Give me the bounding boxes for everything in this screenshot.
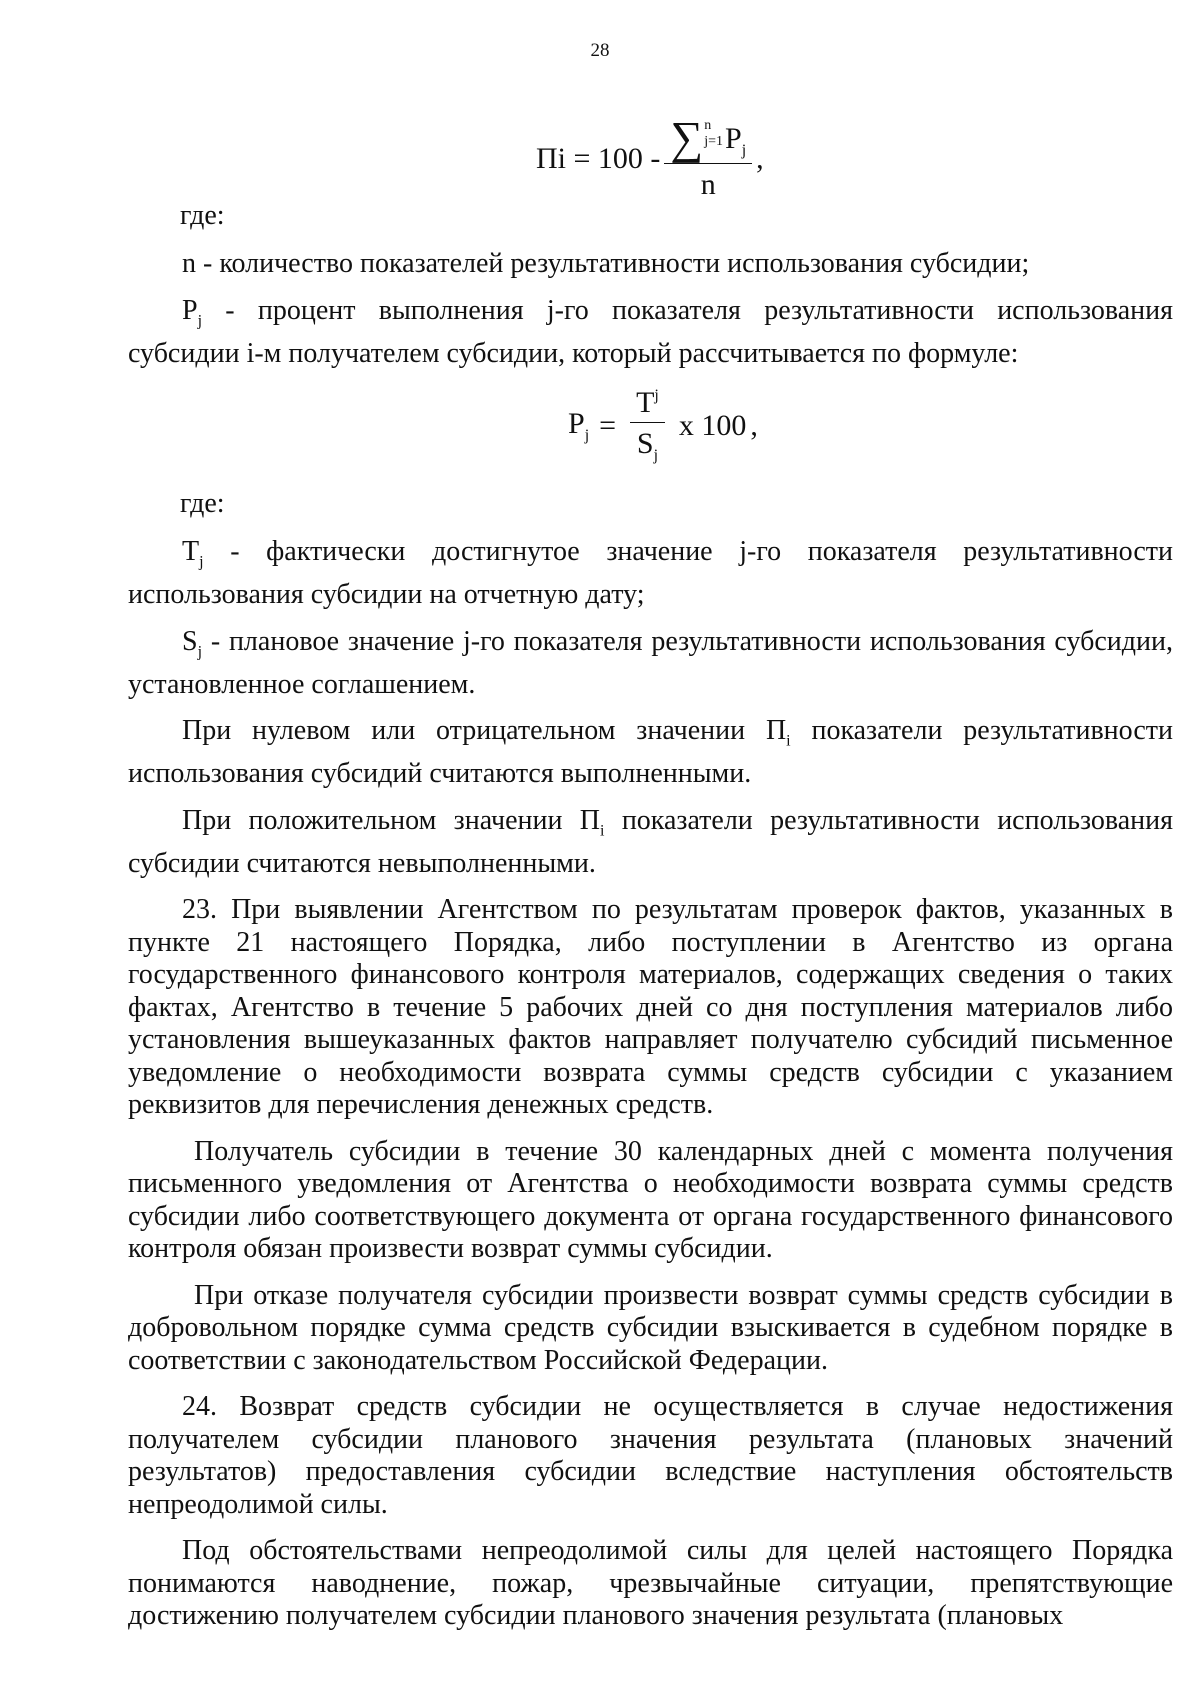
paragraph-23: 23. При выявлении Агентством по результатам проверок фактов, указанных в пункте 21 настоящего Порядка, либо поступлении в Агентство из органа государственного финансового контроля материалов, содержащих сведения о таких фактах, Агентство в течение 5 рабочих дней со дня поступления материалов либо установления вышеуказанных фактов направляет получателю субсидий письменное уведомление о необходимости возврата суммы средств субсидии с указанием реквизитов для перечисления денежных средств. (128, 894, 1173, 1121)
where-label: где: (180, 200, 225, 231)
paragraph-24: 24. Возврат средств субсидии не осуществляется в случае недостижения получателем субсидии планового значения результата (плановых значений результатов) предоставления субсидии вследствие наступления обстоятельств непреодолимой силы. (128, 1391, 1173, 1520)
definition-sj: $S_j$ - плановое значение j-го показателя результативности использования субсидии, установленное соглашением. (128, 625, 1173, 700)
formula2-multiplier: x 100 (678, 409, 747, 443)
definition-n: n - количество показателей результативности использования субсидии; (182, 248, 1030, 279)
formula2-fraction: T $^j$ $S_j$ (630, 388, 665, 464)
paragraph-positive-value: При положительном значении $П_i$ показатели результативности использования субсидии считаются невыполненными. (128, 804, 1173, 879)
definition-tj: $T_j$ - фактически достигнутое значение j-го показателя результативности использования субсидии на отчетную дату; (128, 536, 1173, 611)
definition-pj: $P_j$ - процент выполнения j-го показателя результативности использования субсидии i-м получателем субсидии, который рассчитывается по формуле: (128, 294, 1173, 369)
formula-pj (128, 384, 1173, 488)
formula2-lhs: $P_j$ (568, 406, 590, 444)
sum-upper-limit: n (704, 118, 712, 133)
sum-lower-limit: j=1 (704, 134, 724, 149)
formula-denominator: n (700, 168, 716, 201)
paragraph-refusal: При отказе получателя субсидии произвести возврат суммы средств субсидии в добровольном порядке сумма средств субсидии взыскивается в судебном порядке в соответствии с законодательством Российской Федерации. (128, 1279, 1173, 1376)
page-number: 28 (590, 40, 610, 61)
formula-index-pi (128, 100, 1173, 200)
sum-term: P (725, 122, 742, 155)
sum-term-sub: j (741, 142, 747, 159)
formula-trailing-comma: , (756, 142, 764, 175)
sigma-symbol: ∑ (670, 112, 704, 163)
formula2-trailing-comma: , (750, 409, 758, 443)
formula2-equals: = (599, 409, 617, 443)
paragraph-force-majeure: Под обстоятельствами непреодолимой силы для целей настоящего Порядка понимаются наводнение, пожар, чрезвычайные ситуации, препятствующие достижению получателем субсидии планового значения результата (плановых (128, 1535, 1173, 1632)
document-body (128, 100, 1173, 1647)
paragraph-recipient-refund: Получатель субсидии в течение 30 календарных дней с момента получения письменного уведомления от Агентства о необходимости возврата суммы средств субсидии либо соответствующего документа от органа государственного финансового контроля обязан произвести возврат суммы субсидии. (128, 1135, 1173, 1265)
formula-lhs: Пi = 100 - (536, 142, 661, 175)
where-label-2: где: (180, 488, 225, 520)
formula-fraction (664, 112, 752, 201)
paragraph-zero-value: При нулевом или отрицательном значении $П_i$ показатели результативности использования субсидий считаются выполненными. (128, 715, 1174, 790)
